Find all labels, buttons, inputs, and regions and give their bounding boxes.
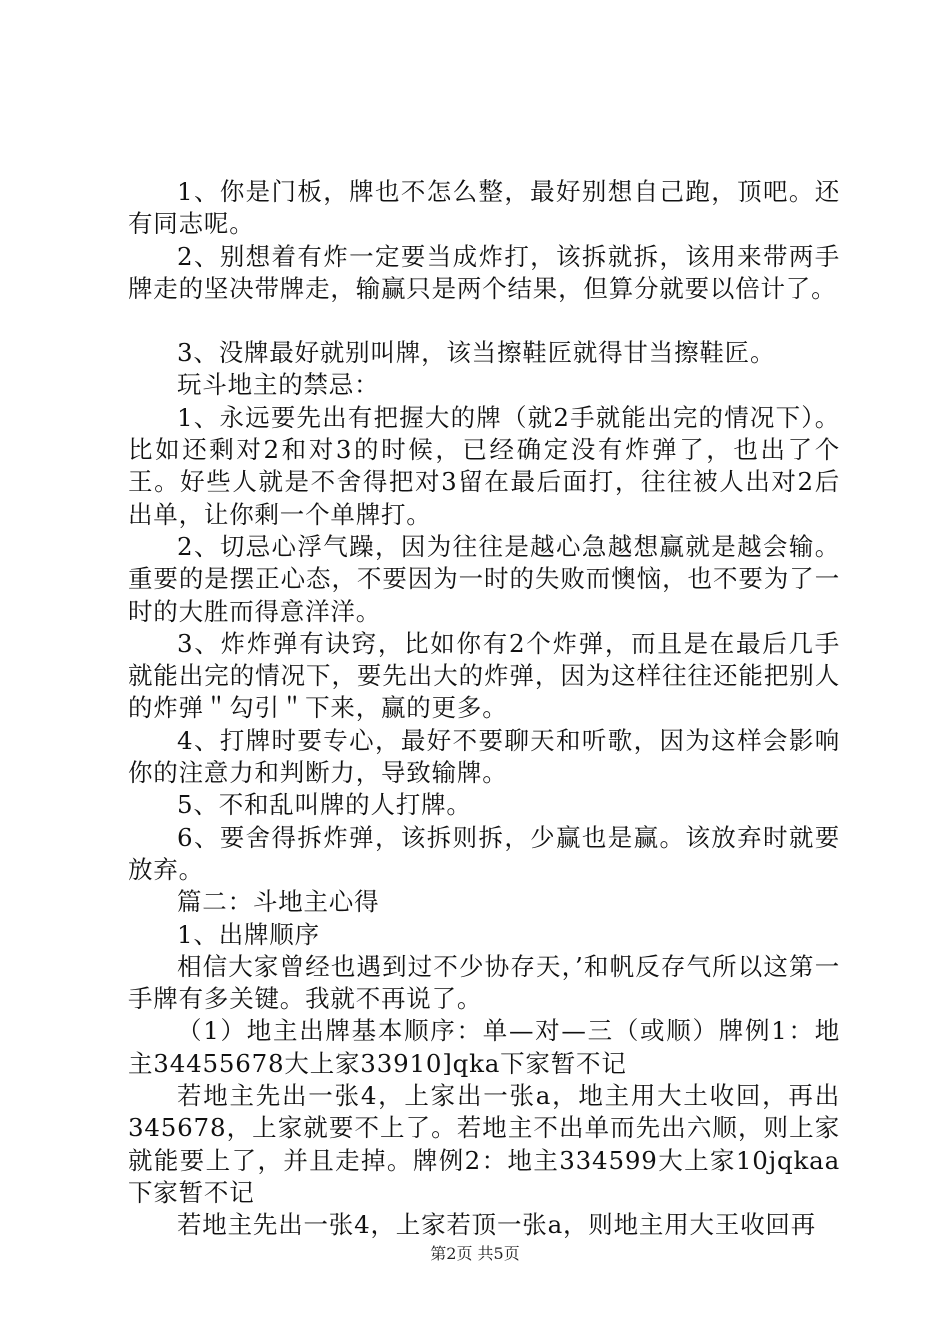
page-number-footer: 第2页 共5页: [430, 1244, 520, 1263]
paragraph-order-rule: （1）地主出牌基本顺序：单—对—三（或顺）牌例1：地主34455678大上家33910]qka下家暂不记: [128, 1016, 840, 1078]
paragraph-taboo-6: 6、要舍得拆炸弹，该拆则拆，少赢也是赢。该放弃时就要放弃。: [128, 822, 840, 884]
paragraph-taboo-1: 1、永远要先出有把握大的牌（就2手就能出完的情况下）。比如还剩对2和对3的时候，已经确定没有炸弹了，也出了个王。好些人就是不舍得把对3留在最后面打，往往被人出对2后出单，让你剩一个单牌打。: [128, 402, 840, 529]
subheading-play-order: 1、出牌顺序: [177, 919, 320, 949]
paragraph-taboo-2: 2、切忌心浮气躁，因为往往是越心急越想赢就是越会输。重要的是摆正心态，不要因为一时的失败而懊恼，也不要为了一时的大胜而得意洋洋。: [128, 531, 840, 626]
paragraph-example-1: 若地主先出一张4，上家出一张a，地主用大土收回，再出345678，上家就要不上了。若地主不出单而先出六顺，则上家就能要上了，并且走掉。牌例2：地主334599大上家10jqkaa下家暂不记: [128, 1081, 840, 1207]
paragraph-example-2: 若地主先出一张4，上家若顶一张a，则地主用大王收回再: [177, 1210, 816, 1240]
section-heading-taboos: 玩斗地主的禁忌：: [177, 370, 380, 400]
paragraph-2: 2、别想着有炸一定要当成炸打，该拆就拆，该用来带两手牌走的坚决带牌走，输赢只是两个结果，但算分就要以倍计了。: [128, 241, 840, 303]
section-heading-part-two: 篇二：斗地主心得: [177, 887, 380, 917]
paragraph-taboo-4: 4、打牌时要专心，最好不要聊天和听歌，因为这样会影响你的注意力和判断力，导致输牌。: [128, 725, 840, 788]
paragraph-1: 1、你是门板，牌也不怎么整，最好别想自己跑，顶吧。还有同志呢。: [128, 177, 840, 239]
paragraph-3: 3、没牌最好就别叫牌，该当擦鞋匠就得甘当擦鞋匠。: [177, 338, 776, 368]
paragraph-taboo-5: 5、不和乱叫牌的人打牌。: [177, 790, 472, 820]
paragraph-intro: 相信大家曾经也遇到过不少协存天，’和帆反存气所以这第一手牌有多关键。我就不再说了。: [128, 951, 840, 1014]
document-body: [128, 176, 840, 1242]
paragraph-taboo-3: 3、炸炸弹有诀窍，比如你有2个炸弹，而且是在最后几手就能出完的情况下，要先出大的炸弹，因为这样往往还能把别人的炸弹＂勾引＂下来，赢的更多。: [128, 628, 840, 723]
